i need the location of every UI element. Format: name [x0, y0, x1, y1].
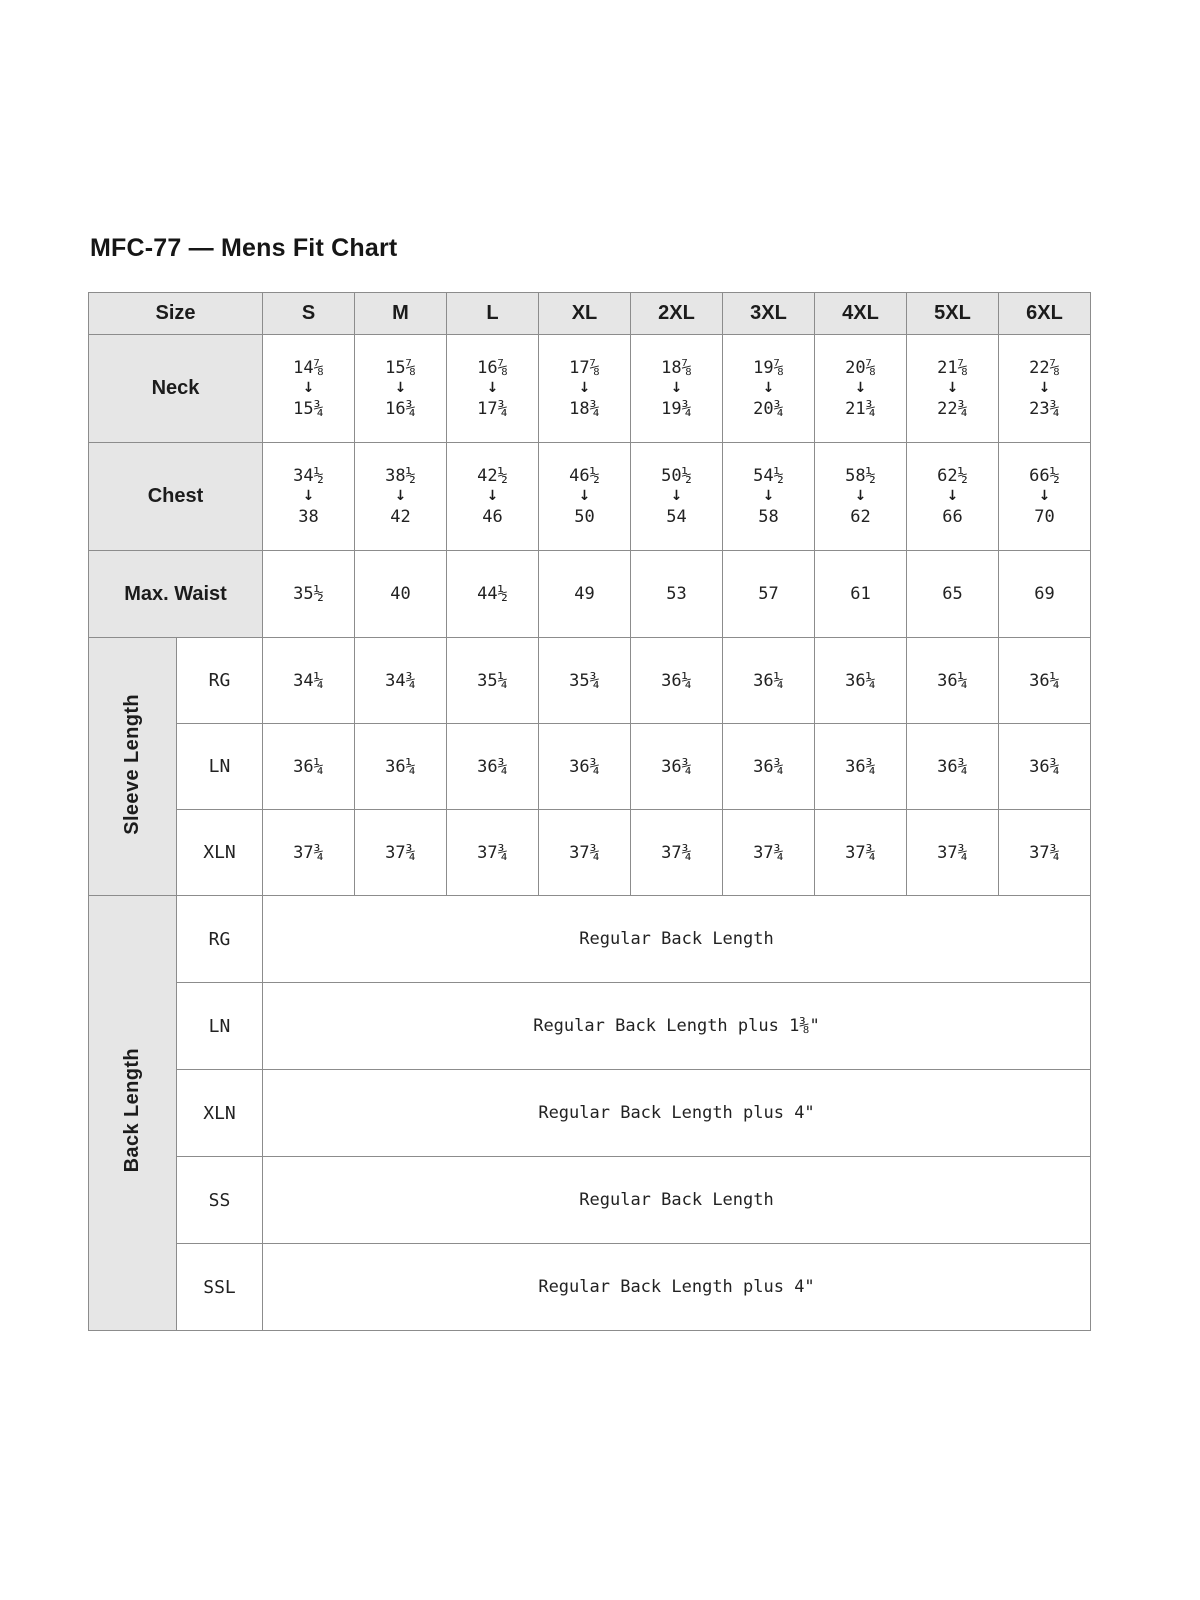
sleeve-measurement-cell: 37¾	[631, 810, 723, 896]
range-min-value: 18⅞	[661, 357, 692, 378]
single-value: 65	[942, 583, 963, 604]
sleeve-measurement-cell: 35¾	[539, 638, 631, 724]
range-max-value: 38	[298, 506, 319, 527]
range-max-value: 23¾	[1029, 398, 1060, 419]
range-max-value: 50	[574, 506, 595, 527]
range-max-value: 54	[666, 506, 687, 527]
back-length-description: Regular Back Length plus 1⅜"	[263, 983, 1091, 1070]
range-max-value: 20¾	[753, 398, 784, 419]
back-sub-label-RG: RG	[177, 896, 263, 983]
down-arrow-icon: ↓	[394, 380, 407, 397]
sleeve-measurement-cell: 37¾	[723, 810, 815, 896]
single-value: 61	[850, 583, 871, 604]
sleeve-measurement-cell: 36¾	[815, 724, 907, 810]
range-min-value: 50½	[661, 465, 692, 486]
size-column-header-L: L	[447, 293, 539, 335]
range-max-value: 46	[482, 506, 503, 527]
page-title: MFC-77 — Mens Fit Chart	[90, 234, 398, 262]
sleeve-row-XLN	[89, 810, 1091, 896]
back-length-group-label	[89, 896, 177, 1331]
chest-measurement-cell	[631, 443, 723, 551]
single-value: 40	[390, 583, 411, 604]
sleeve-measurement-cell: 36¼	[631, 638, 723, 724]
range-max-value: 22¾	[937, 398, 968, 419]
size-column-header-4XL: 4XL	[815, 293, 907, 335]
fit-chart-body	[89, 293, 1091, 1331]
back-row-RG	[89, 896, 1091, 983]
sleeve-measurement-cell: 35¼	[447, 638, 539, 724]
range-max-value: 16¾	[385, 398, 416, 419]
size-header-cell: Size	[89, 293, 263, 335]
sleeve-measurement-cell: 36¼	[263, 724, 355, 810]
down-arrow-icon: ↓	[1038, 488, 1051, 505]
down-arrow-icon: ↓	[854, 488, 867, 505]
waist-measurement-cell	[355, 551, 447, 638]
single-value: 35½	[293, 583, 324, 604]
single-value: 69	[1034, 583, 1055, 604]
down-arrow-icon: ↓	[302, 380, 315, 397]
sleeve-row-LN	[89, 724, 1091, 810]
single-value: 49	[574, 583, 595, 604]
range-min-value: 42½	[477, 465, 508, 486]
range-min-value: 34½	[293, 465, 324, 486]
down-arrow-icon: ↓	[486, 488, 499, 505]
down-arrow-icon: ↓	[578, 488, 591, 505]
range-max-value: 21¾	[845, 398, 876, 419]
range-max-value: 70	[1034, 506, 1055, 527]
waist-measurement-cell	[263, 551, 355, 638]
neck-measurement-cell	[999, 335, 1091, 443]
sleeve-measurement-cell: 36¾	[539, 724, 631, 810]
down-arrow-icon: ↓	[854, 380, 867, 397]
neck-measurement-cell	[539, 335, 631, 443]
waist-measurement-cell	[631, 551, 723, 638]
sleeve-measurement-cell: 34¾	[355, 638, 447, 724]
sleeve-measurement-cell: 36¾	[631, 724, 723, 810]
range-min-value: 17⅞	[569, 357, 600, 378]
single-value: 44½	[477, 583, 508, 604]
range-min-value: 54½	[753, 465, 784, 486]
range-min-value: 38½	[385, 465, 416, 486]
down-arrow-icon: ↓	[486, 380, 499, 397]
back-row-XLN	[89, 1070, 1091, 1157]
range-max-value: 19¾	[661, 398, 692, 419]
waist-measurement-cell	[723, 551, 815, 638]
back-length-label-text: Back Length	[121, 1048, 143, 1173]
range-max-value: 58	[758, 506, 779, 527]
range-max-value: 17¾	[477, 398, 508, 419]
chest-measurement-cell	[263, 443, 355, 551]
size-column-header-S: S	[263, 293, 355, 335]
down-arrow-icon: ↓	[670, 488, 683, 505]
range-max-value: 15¾	[293, 398, 324, 419]
sleeve-measurement-cell: 37¾	[447, 810, 539, 896]
down-arrow-icon: ↓	[946, 488, 959, 505]
neck-measurement-cell	[723, 335, 815, 443]
chest-measurement-cell	[355, 443, 447, 551]
sleeve-measurement-cell: 36¼	[723, 638, 815, 724]
back-sub-label-SSL: SSL	[177, 1244, 263, 1331]
back-row-SS	[89, 1157, 1091, 1244]
chest-measurement-cell	[907, 443, 999, 551]
single-value: 57	[758, 583, 779, 604]
mens-fit-chart-table	[88, 292, 1091, 1331]
size-column-header-3XL: 3XL	[723, 293, 815, 335]
range-max-value: 62	[850, 506, 871, 527]
neck-row	[89, 335, 1091, 443]
size-column-header-XL: XL	[539, 293, 631, 335]
back-length-description: Regular Back Length plus 4"	[263, 1244, 1091, 1331]
sleeve-sub-label-LN: LN	[177, 724, 263, 810]
waist-measurement-cell	[539, 551, 631, 638]
neck-measurement-cell	[447, 335, 539, 443]
size-column-header-2XL: 2XL	[631, 293, 723, 335]
back-row-LN	[89, 983, 1091, 1070]
range-min-value: 46½	[569, 465, 600, 486]
size-column-header-6XL: 6XL	[999, 293, 1091, 335]
range-min-value: 21⅞	[937, 357, 968, 378]
range-min-value: 20⅞	[845, 357, 876, 378]
sleeve-measurement-cell: 36¼	[907, 638, 999, 724]
range-max-value: 42	[390, 506, 411, 527]
down-arrow-icon: ↓	[578, 380, 591, 397]
down-arrow-icon: ↓	[302, 488, 315, 505]
sleeve-length-label-text: Sleeve Length	[121, 693, 143, 835]
back-sub-label-XLN: XLN	[177, 1070, 263, 1157]
neck-measurement-cell	[631, 335, 723, 443]
sleeve-measurement-cell: 37¾	[263, 810, 355, 896]
sleeve-measurement-cell: 36¾	[907, 724, 999, 810]
back-length-description: Regular Back Length	[263, 896, 1091, 983]
waist-measurement-cell	[815, 551, 907, 638]
down-arrow-icon: ↓	[762, 488, 775, 505]
down-arrow-icon: ↓	[1038, 380, 1051, 397]
single-value: 53	[666, 583, 687, 604]
chest-measurement-cell	[723, 443, 815, 551]
chest-measurement-cell	[815, 443, 907, 551]
sleeve-length-group-label	[89, 638, 177, 896]
waist-measurement-cell	[907, 551, 999, 638]
sleeve-measurement-cell: 34¼	[263, 638, 355, 724]
neck-label: Neck	[89, 335, 263, 443]
sleeve-measurement-cell: 37¾	[815, 810, 907, 896]
chest-measurement-cell	[447, 443, 539, 551]
sleeve-row-RG	[89, 638, 1091, 724]
sleeve-measurement-cell: 36¾	[447, 724, 539, 810]
range-min-value: 19⅞	[753, 357, 784, 378]
chest-measurement-cell	[539, 443, 631, 551]
range-min-value: 66½	[1029, 465, 1060, 486]
sleeve-measurement-cell: 36¾	[723, 724, 815, 810]
range-min-value: 22⅞	[1029, 357, 1060, 378]
size-column-header-5XL: 5XL	[907, 293, 999, 335]
chest-row	[89, 443, 1091, 551]
sleeve-measurement-cell: 36¼	[815, 638, 907, 724]
waist-row	[89, 551, 1091, 638]
waist-measurement-cell	[447, 551, 539, 638]
sleeve-sub-label-XLN: XLN	[177, 810, 263, 896]
back-sub-label-SS: SS	[177, 1157, 263, 1244]
sleeve-sub-label-RG: RG	[177, 638, 263, 724]
down-arrow-icon: ↓	[394, 488, 407, 505]
range-min-value: 15⅞	[385, 357, 416, 378]
chest-label: Chest	[89, 443, 263, 551]
range-max-value: 18¾	[569, 398, 600, 419]
range-min-value: 14⅞	[293, 357, 324, 378]
back-row-SSL	[89, 1244, 1091, 1331]
back-length-description: Regular Back Length	[263, 1157, 1091, 1244]
chest-measurement-cell	[999, 443, 1091, 551]
neck-measurement-cell	[907, 335, 999, 443]
range-max-value: 66	[942, 506, 963, 527]
back-length-description: Regular Back Length plus 4"	[263, 1070, 1091, 1157]
range-min-value: 16⅞	[477, 357, 508, 378]
sleeve-measurement-cell: 37¾	[355, 810, 447, 896]
header-row	[89, 293, 1091, 335]
sleeve-measurement-cell: 36¾	[999, 724, 1091, 810]
neck-measurement-cell	[263, 335, 355, 443]
back-sub-label-LN: LN	[177, 983, 263, 1070]
sleeve-measurement-cell: 37¾	[999, 810, 1091, 896]
size-column-header-M: M	[355, 293, 447, 335]
waist-measurement-cell	[999, 551, 1091, 638]
sleeve-measurement-cell: 36¼	[999, 638, 1091, 724]
sleeve-measurement-cell: 37¾	[907, 810, 999, 896]
down-arrow-icon: ↓	[670, 380, 683, 397]
sleeve-measurement-cell: 36¼	[355, 724, 447, 810]
sleeve-measurement-cell: 37¾	[539, 810, 631, 896]
neck-measurement-cell	[815, 335, 907, 443]
waist-label: Max. Waist	[89, 551, 263, 638]
range-min-value: 62½	[937, 465, 968, 486]
neck-measurement-cell	[355, 335, 447, 443]
down-arrow-icon: ↓	[946, 380, 959, 397]
down-arrow-icon: ↓	[762, 380, 775, 397]
range-min-value: 58½	[845, 465, 876, 486]
